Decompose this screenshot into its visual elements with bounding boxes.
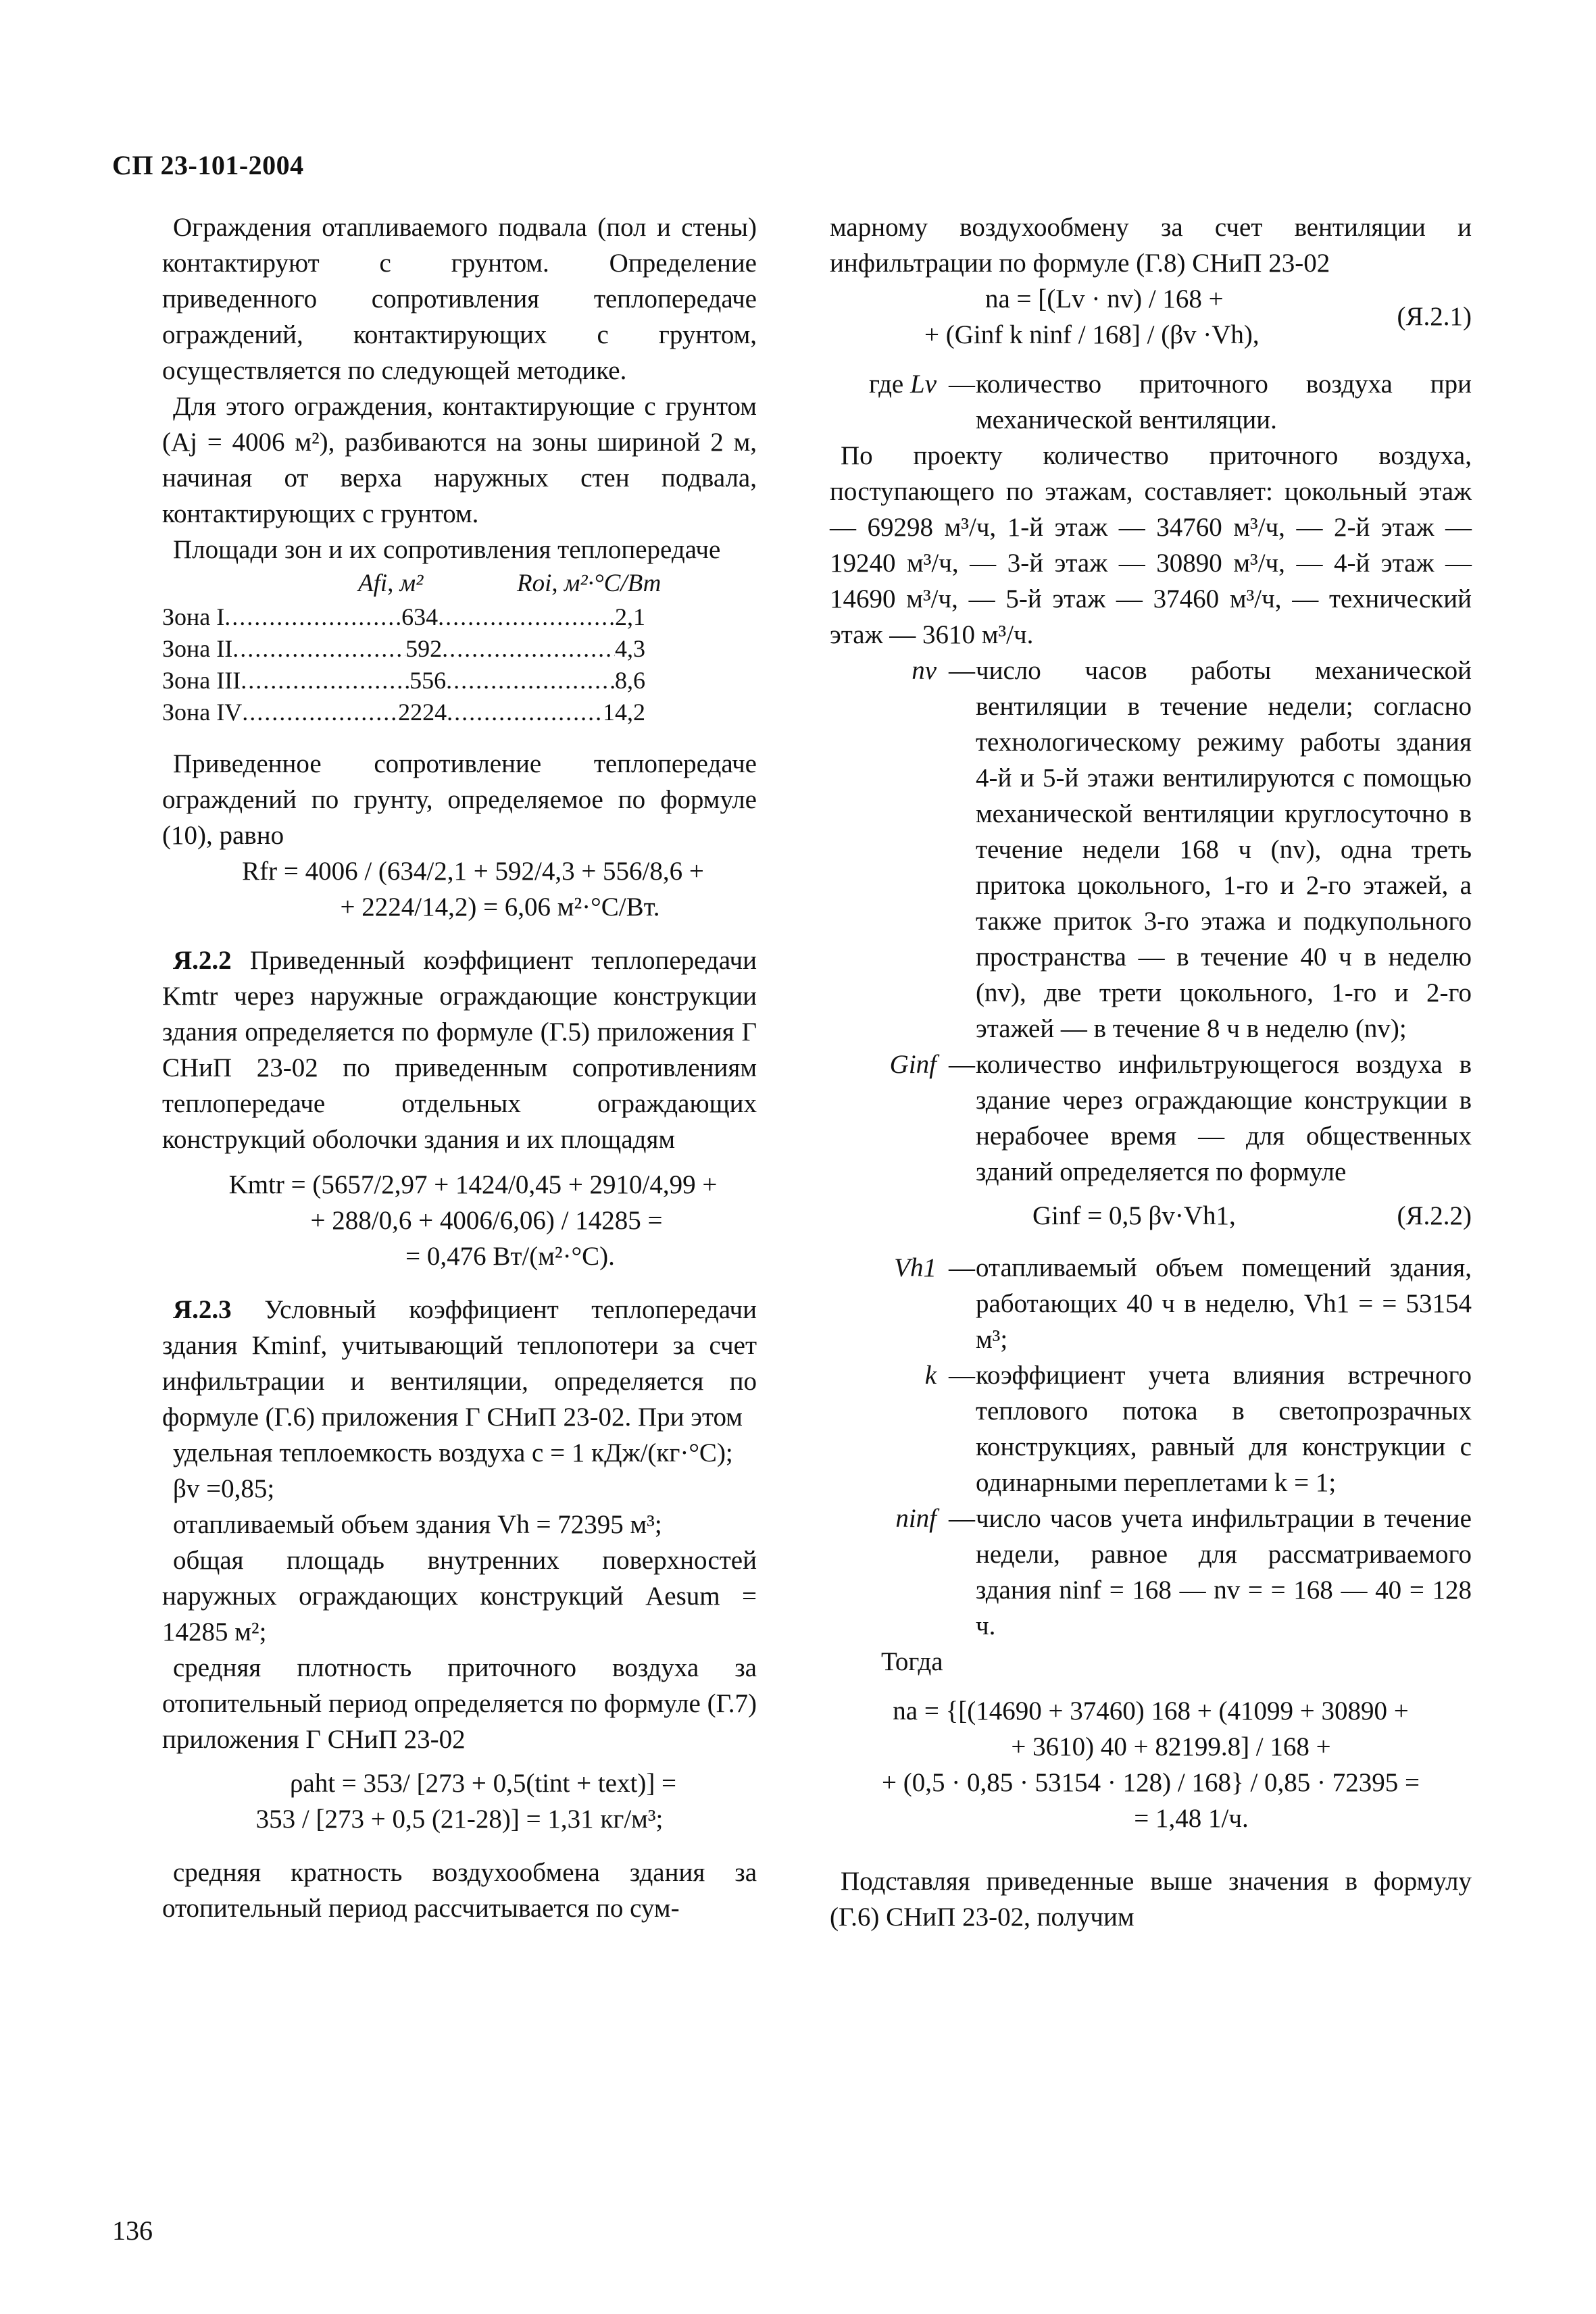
zone-row: Зона IV ..... 2224 ..... 14,2 bbox=[162, 697, 645, 728]
paragraph-air-exchange: средняя кратность воздухообмена здания за отопительный период рассчитывается по сум- bbox=[162, 1858, 757, 1923]
formula-rfr-line1: Rfr = 4006 / (634/2,1 + 592/4,3 + 556/8,6 + bbox=[242, 857, 704, 886]
left-column bbox=[162, 209, 757, 1926]
formula-rho-line1: ρaht = 353/ [273 + 0,5(tint + text)] = bbox=[289, 1769, 677, 1798]
formula-rfr-line2: + 2224/14,2) = 6,06 м²·°С/Вт. bbox=[340, 892, 660, 922]
formula-ginf: Ginf = 0,5 βv·Vh1, bbox=[1032, 1201, 1236, 1230]
right-column bbox=[830, 209, 1472, 1935]
param-air-density: средняя плотность приточного воздуха за отопительный период определяется по формуле (Г.7) приложения Г СНиП 23-02 bbox=[162, 1653, 757, 1754]
formula-na-calc-line4: = 1,48 1/ч. bbox=[1134, 1804, 1249, 1833]
zone-row: Зона III ..... 556 ..... 8,6 bbox=[162, 665, 645, 697]
definition-nv: nv — число часов работы механической вентиляции в течение недели; согласно технологическому режиму работы здания 4-й и 5-й этажи вентилируются с помощью механической вентиляции круглосуточно в течение недели 168 ч (nv), одна треть притока цокольного, 1-го и 2-го этажей, а также приток 3-го этажа и подкупольного пространства — в течение 40 ч в неделю (nv), две трети цокольного, 1-го и 2-го этажей — в течение 8 ч в неделю (nv); bbox=[830, 653, 1472, 1047]
section-number: Я.2.3 bbox=[173, 1295, 232, 1324]
definition-ginf: Ginf — количество инфильтрующегося воздуха в здание через ограждающие конструкции в нерабочее время — для общественных зданий определяется по формуле bbox=[830, 1047, 1472, 1190]
symbol-ginf: Ginf bbox=[889, 1050, 937, 1079]
zone-row: Зона I ..... 634 ..... 2,1 bbox=[162, 601, 645, 633]
symbol-vh: Vh1 bbox=[894, 1253, 937, 1282]
formula-na-line2: + (Ginf k ninf / 168] / (βv ·Vh), bbox=[924, 320, 1260, 349]
symbol-nv: nv bbox=[912, 656, 937, 685]
symbol-lv: Lv bbox=[910, 370, 937, 399]
paragraph-ya-2-3: Я.2.3 Условный коэффициент теплопередачи здания Kminf, учитывающий теплопотери за счет инфильтрации и вентиляции, определяется по формуле (Г.6) приложения Г СНиП 23-02. При этом bbox=[162, 1295, 757, 1432]
param-surface-area: общая площадь внутренних поверхностей наружных ограждающих конструкций Aesum = 14285 м²; bbox=[162, 1546, 757, 1646]
paragraph-ya-2-2: Я.2.2 Приведенный коэффициент теплопередачи Kmtr через наружные ограждающие конструкции здания определяется по формуле (Г.5) приложения Г СНиП 23-02 по приведенным сопротивлениям теплопередаче отдельных ограждающих конструкций оболочки здания и их площадям bbox=[162, 946, 757, 1154]
definition-k: k — коэффициент учета влияния встречного теплового потока в светопрозрачных конструкциях, равный для конструкции с одинарными переплетами k = 1; bbox=[830, 1357, 1472, 1501]
zone-table bbox=[162, 568, 757, 728]
symbol-k: k bbox=[924, 1361, 937, 1390]
paragraph-ground-resistance: Приведенное сопротивление теплопередаче ограждений по грунту, определяемое по формуле (10), равно bbox=[162, 749, 757, 850]
formula-ya-2-2 bbox=[830, 1198, 1472, 1234]
paragraph-zones: Для этого ограждения, контактирующие с грунтом (Aj = 4006 м²), разбиваются на зоны шириной 2 м, начиная от верха наружных стен подвала, контактирующих с грунтом. bbox=[162, 392, 757, 528]
formula-na-calc-line3: + (0,5 · 0,85 · 53154 · 128) / 168} / 0,85 · 72395 = bbox=[881, 1768, 1420, 1797]
formula-number: (Я.2.2) bbox=[1397, 1201, 1472, 1230]
formula-ya-2-1 bbox=[830, 281, 1472, 353]
paragraph-basement: Ограждения отапливаемого подвала (пол и стены) контактируют с грунтом. Определение приведенного сопротивления теплопередаче ограждений, контактирующих с грунтом, осуществляется по следующей методике. bbox=[162, 213, 757, 385]
zone-table-header bbox=[162, 568, 757, 601]
definition-ninf: ninf — число часов учета инфильтрации в течение недели, равное для рассматриваемого здания ninf = 168 — nv = = 168 — 40 = 128 ч. bbox=[830, 1501, 1472, 1644]
document-code: СП 23-101-2004 bbox=[112, 150, 304, 180]
definition-lv: где Lv — количество приточного воздуха при механической вентиляции. bbox=[869, 370, 1472, 434]
formula-kmtr-line2: + 288/0,6 + 4006/6,06) / 14285 = bbox=[310, 1206, 663, 1235]
paragraph-supply-air: По проекту количество приточного воздуха, поступающего по этажам, составляет: цокольный этаж — 69298 м³/ч, 1-й этаж — 34760 м³/ч, — 2-й этаж — 19240 м³/ч, — 3-й этаж — 30890 м³/ч, — 4-й этаж — 14690 м³/ч, — 5-й этаж — 37460 м³/ч, — технический этаж — 3610 м³/ч. bbox=[830, 441, 1472, 649]
formula-kmtr-line3: = 0,476 Вт/(м²·°С). bbox=[405, 1242, 615, 1271]
formula-kmtr-line1: Kmtr = (5657/2,97 + 1424/0,45 + 2910/4,99 + bbox=[228, 1170, 718, 1199]
paragraph-zone-areas: Площади зон и их сопротивления теплопередаче bbox=[173, 535, 721, 564]
formula-na-calc-line1: na = {[(14690 + 37460) 168 + (41099 + 30890 + bbox=[893, 1696, 1409, 1726]
param-heated-volume: отапливаемый объем здания Vh = 72395 м³; bbox=[173, 1510, 662, 1539]
formula-na-calc-line2: + 3610) 40 + 82199.8] / 168 + bbox=[1011, 1732, 1331, 1761]
symbol-ninf: ninf bbox=[895, 1504, 937, 1533]
formula-rho-line2: 353 / [273 + 0,5 (21-28)] = 1,31 кг/м³; bbox=[255, 1805, 664, 1834]
paragraph-continued: марному воздухообмену за счет вентиляции и инфильтрации по формуле (Г.8) СНиП 23-02 bbox=[830, 213, 1472, 278]
zone-col-r: Roi, м²·°С/Вт bbox=[517, 570, 662, 597]
zone-col-area: Afi, м² bbox=[358, 570, 424, 597]
zone-row: Зона II ..... 592 ..... 4,3 bbox=[162, 633, 645, 665]
formula-na-line1: na = [(Lv · nv) / 168 + bbox=[985, 284, 1224, 313]
label-then: Тогда bbox=[881, 1647, 943, 1676]
definition-vh: Vh1 — отапливаемый объем помещений здания, работающих 40 ч в неделю, Vh1 = = 53154 м³; bbox=[830, 1250, 1472, 1357]
formula-number: (Я.2.1) bbox=[1397, 302, 1472, 331]
section-number: Я.2.2 bbox=[173, 946, 232, 975]
page-number: 136 bbox=[112, 2215, 153, 2246]
param-heat-capacity: удельная теплоемкость воздуха c = 1 кДж/(кг·°С); bbox=[173, 1438, 733, 1467]
paragraph-substitute: Подставляя приведенные выше значения в формулу (Г.6) СНиП 23-02, получим bbox=[830, 1867, 1472, 1932]
param-beta-v: βv =0,85; bbox=[173, 1474, 275, 1503]
